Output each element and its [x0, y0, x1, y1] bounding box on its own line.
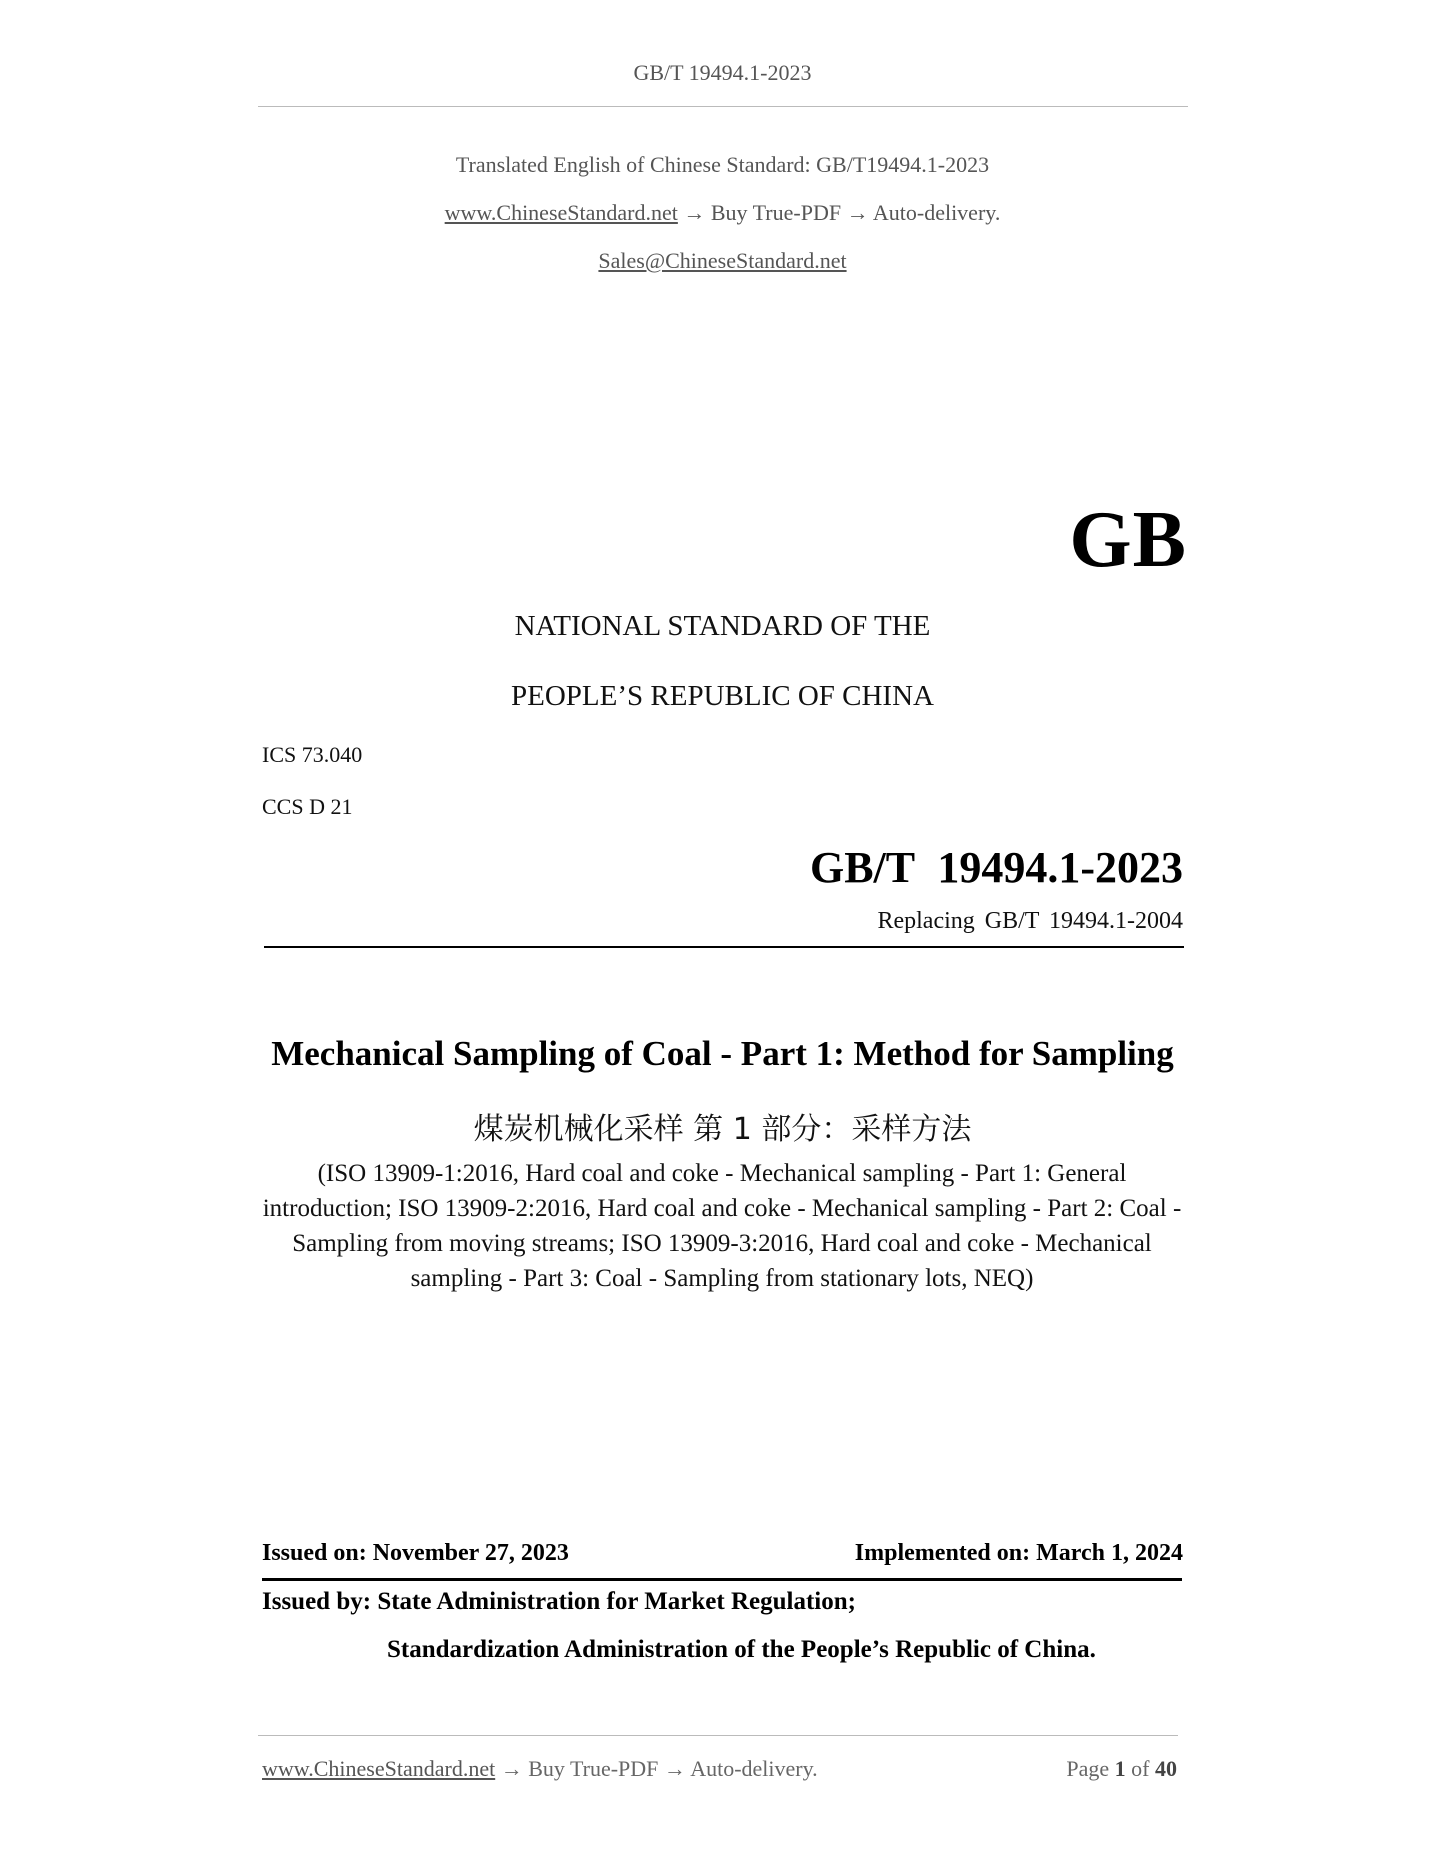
document-title: Mechanical Sampling of Coal - Part 1: Method for Sampling	[271, 1034, 1174, 1073]
page-total: 40	[1155, 1756, 1177, 1781]
page-of-label: of	[1131, 1756, 1150, 1781]
purchase-notice-text: → Buy True-PDF → Auto-delivery.	[677, 200, 1001, 225]
page-current: 1	[1114, 1756, 1126, 1781]
dates-divider	[262, 1578, 1182, 1581]
header-divider	[258, 106, 1188, 107]
national-standard-line-2: PEOPLE’S REPUBLIC OF CHINA	[511, 680, 934, 712]
purchase-notice	[0, 200, 1445, 226]
ics-code: ICS 73.040	[262, 742, 363, 767]
footer-purchase-text: → Buy True-PDF → Auto-delivery.	[495, 1756, 818, 1781]
implemented-on-date: Implemented on: March 1, 2024	[854, 1540, 1183, 1566]
translation-notice: Translated English of Chinese Standard: GB/T19494.1-2023	[455, 152, 990, 177]
website-link[interactable]: www.ChineseStandard.net	[444, 200, 678, 225]
replacing-standard: Replacing GB/T 19494.1-2004	[877, 908, 1183, 934]
footer-divider	[258, 1735, 1178, 1736]
ccs-code: CCS D 21	[262, 794, 353, 819]
running-header: GB/T 19494.1-2023	[633, 60, 812, 85]
title-divider	[264, 946, 1184, 948]
issued-by-line-2: Standardization Administration of the People’s Republic of China.	[387, 1636, 1096, 1663]
iso-reference: (ISO 13909-1:2016, Hard coal and coke - Mechanical sampling - Part 1: General introduction; ISO 13909-2:2016, Hard coal and coke - Mechanical sampling - Part 2: Coal - Sampling from moving streams; ISO 13909-3:2016, Hard coal and coke - Mechanical sampling - Part 3: Coal - Sampling from stationary lots, NEQ)	[262, 1160, 1182, 1292]
footer-purchase-notice	[262, 1756, 818, 1782]
email-link[interactable]: Sales@ChineseStandard.net	[598, 248, 847, 273]
footer-website-link[interactable]: www.ChineseStandard.net	[262, 1756, 496, 1781]
issued-by-line-1: Issued by: State Administration for Market Regulation;	[262, 1588, 856, 1615]
national-standard-line-1: NATIONAL STANDARD OF THE	[514, 610, 931, 642]
page-label: Page	[1066, 1756, 1110, 1781]
document-title-chinese: 煤炭机械化采样 第 1 部分：采样方法	[473, 1112, 972, 1147]
gb-logo: GB	[1069, 496, 1187, 584]
email-notice	[0, 248, 1445, 274]
issued-on-date: Issued on: November 27, 2023	[262, 1540, 569, 1566]
standard-number: GB/T 19494.1-2023	[809, 843, 1183, 892]
page-indicator	[1066, 1756, 1177, 1782]
